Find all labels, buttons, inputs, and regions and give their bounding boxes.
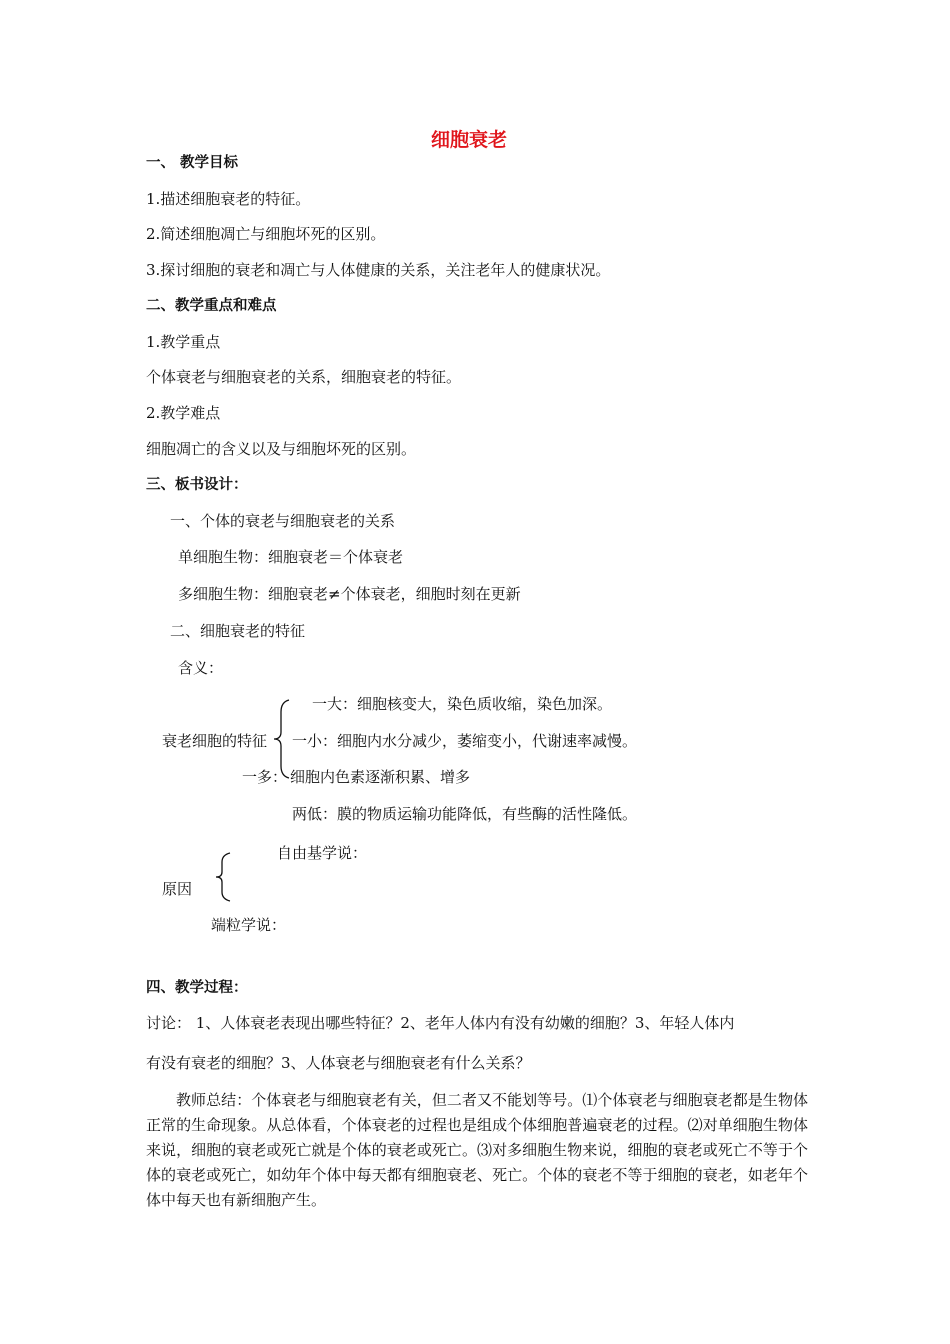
- meaning-label: 含义：: [178, 659, 224, 677]
- features-label: 衰老细胞的特征: [162, 732, 268, 750]
- feature-big: 一大：细胞核变大，染色质收缩，染色加深。: [312, 695, 613, 713]
- multi-cell-line: 多细胞生物：细胞衰老≠个体衰老，细胞时刻在更新: [178, 585, 521, 603]
- document-title: 细胞衰老: [431, 129, 508, 151]
- cause-1: 自由基学说：: [277, 844, 368, 862]
- feature-many: 细胞内色素逐渐积累、增多: [290, 768, 471, 786]
- key-point-label: 1.教学重点: [146, 333, 221, 351]
- difficulty-text: 细胞凋亡的含义以及与细胞坏死的区别。: [146, 440, 417, 458]
- cause-2: 端粒学说：: [211, 916, 287, 934]
- teacher-summary: 教师总结：个体衰老与细胞衰老有关，但二者又不能划等号。⑴个体衰老与细胞衰老都是生物体正常的生命现象。从总体看，个体衰老的过程也是组成个体细胞普遍衰老的过程。⑵对单细胞生物体来说，细胞的衰老或死亡就是个体的衰老或死亡。⑶对多细胞生物来说，细胞的衰老或死亡不等于个体的衰老或死亡，如幼年个体中每天都有细胞衰老、死亡。个体的衰老不等于细胞的衰老，如老年个体中每天也有新细胞产生。: [146, 1091, 808, 1209]
- single-cell-line: 单细胞生物：细胞衰老＝个体衰老: [178, 548, 404, 566]
- section2-heading: 二、教学重点和难点: [146, 298, 277, 314]
- section4-heading: 四、教学过程：: [146, 980, 248, 996]
- difficulty-label: 2.教学难点: [146, 404, 221, 422]
- objective-3: 3.探讨细胞的衰老和凋亡与人体健康的关系，关注老年人的健康状况。: [146, 261, 611, 279]
- section1-heading: 一、 教学目标: [146, 155, 239, 171]
- discussion-line-2: 有没有衰老的细胞？3、人体衰老与细胞衰老有什么关系？: [146, 1054, 531, 1072]
- objective-2: 2.简述细胞凋亡与细胞坏死的区别。: [146, 225, 386, 243]
- section3-heading: 三、板书设计：: [146, 477, 248, 493]
- feature-low: 两低：膜的物质运输功能降低，有些酶的活性隆低。: [292, 805, 638, 823]
- key-point-text: 个体衰老与细胞衰老的关系，细胞衰老的特征。: [146, 368, 462, 386]
- objective-1: 1.描述细胞衰老的特征。: [146, 190, 311, 208]
- feature-many-prefix: 一多：: [242, 768, 288, 786]
- feature-small: 一小：细胞内水分减少，萎缩变小，代谢速率减慢。: [292, 732, 638, 750]
- board-subheading-2: 二、细胞衰老的特征: [170, 622, 306, 640]
- cause-label: 原因: [162, 880, 193, 898]
- cause-brace: [213, 852, 233, 902]
- discussion-line-1: 讨论： 1、人体衰老表现出哪些特征？2、老年人体内有没有幼嫩的细胞？3、年轻人体内: [146, 1014, 735, 1032]
- board-subheading-1: 一、个体的衰老与细胞衰老的关系: [170, 512, 396, 530]
